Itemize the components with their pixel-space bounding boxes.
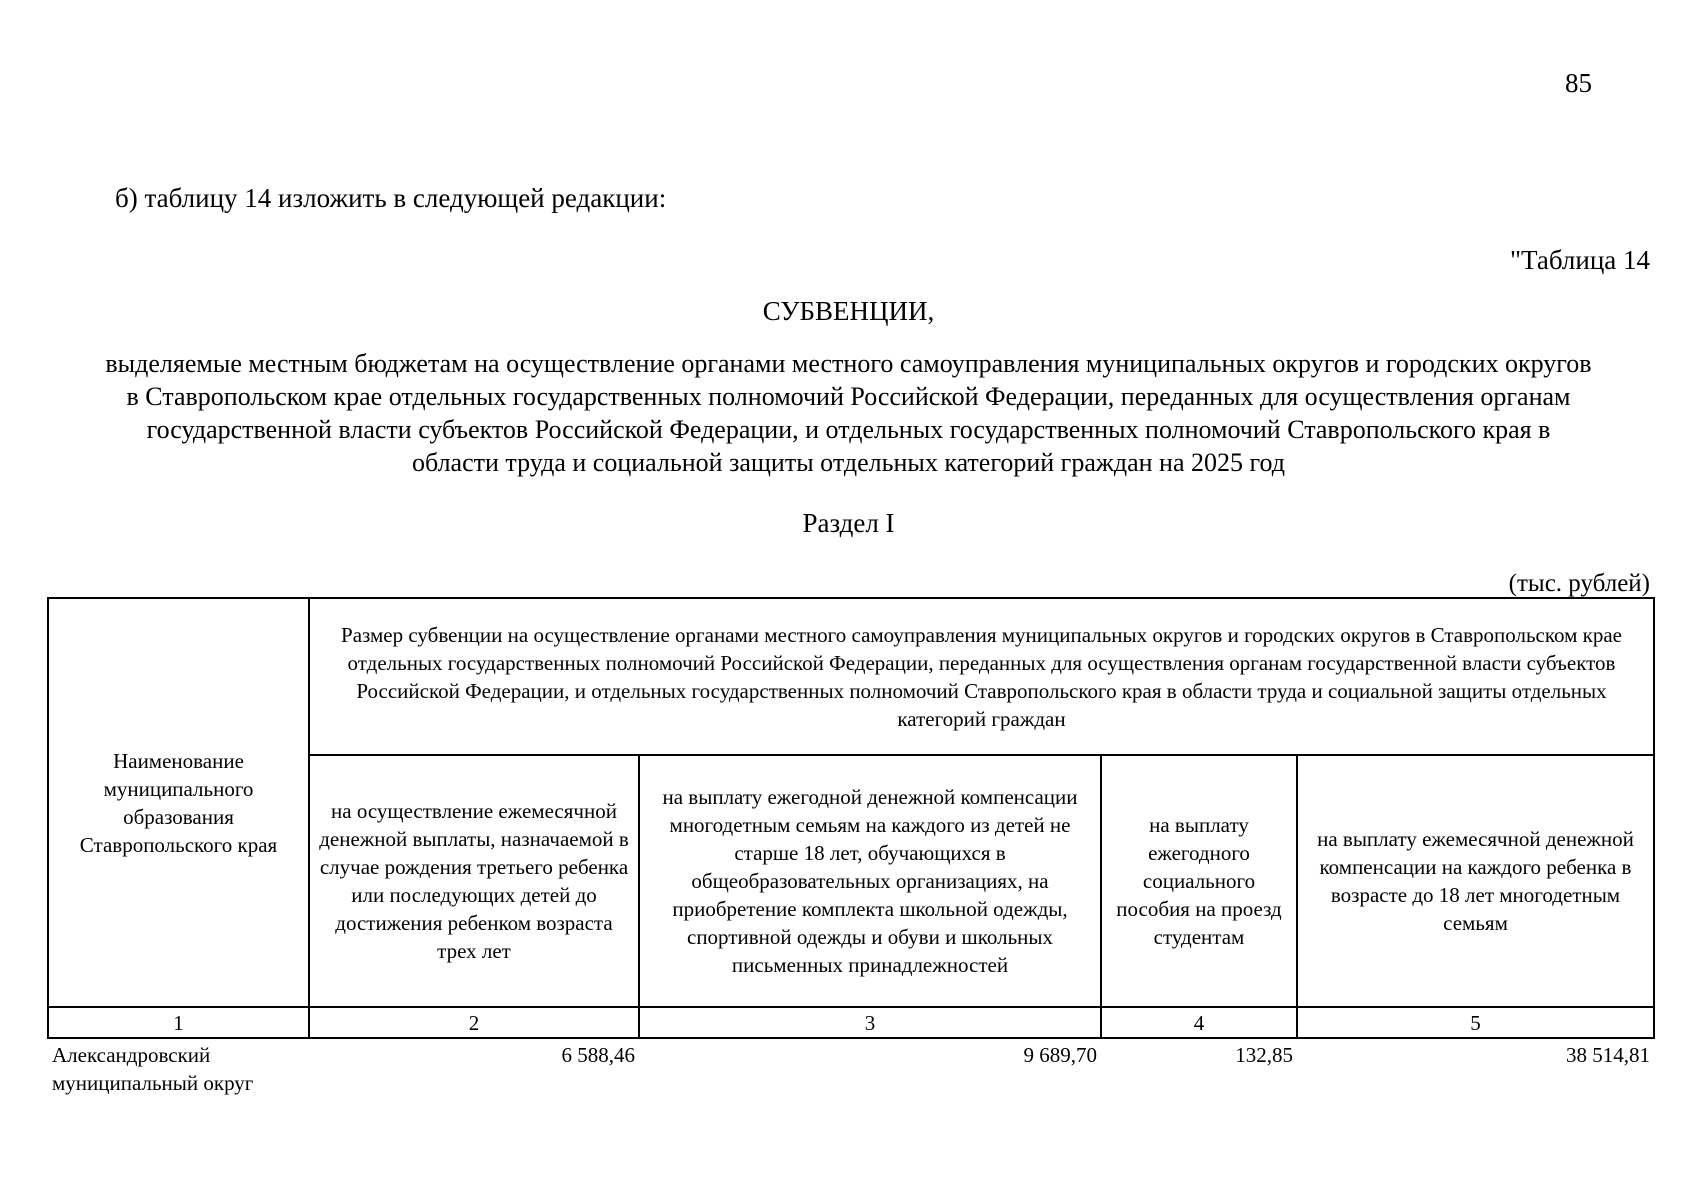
- header-student-travel-allowance: на выплату ежегодного социального пособия на проезд студентам: [1101, 755, 1297, 1007]
- table-row: [48, 1038, 1654, 1097]
- table-cell: 38 514,81: [1566, 1043, 1650, 1067]
- subtitle-line: выделяемые местным бюджетам на осуществление органами местного самоуправления муниципальных округов и городских округов: [105, 349, 1592, 378]
- column-number: 2: [309, 1007, 639, 1038]
- header-monthly-compensation-large-families: на выплату ежемесячной денежной компенсации на каждого ребенка в возрасте до 18 лет многодетным семьям: [1297, 755, 1654, 1007]
- page-number: 85: [1565, 68, 1592, 98]
- document-title: СУБВЕНЦИИ,: [762, 296, 935, 326]
- column-number: 3: [639, 1007, 1101, 1038]
- table-cell: 6 588,46: [561, 1043, 635, 1067]
- header-monthly-payment-third-child: на осуществление ежемесячной денежной выплаты, назначаемой в случае рождения третьего ребенка или последующих детей до достижения ребенком возраста трех лет: [309, 755, 639, 1007]
- header-subvention-size: Размер субвенции на осуществление органами местного самоуправления муниципальных округов и городских округов в Ставропольском крае отдельных государственных полномочий Российской Федерации, переданных для осуществления органам государственной власти субъектов Российской Федерации, и отдельных государственных полномочий Ставропольского края в области труда и социальной защиты отдельных категорий граждан: [309, 598, 1654, 755]
- municipality-name: Александровский муниципальный округ: [52, 1043, 254, 1095]
- header-school-uniform-compensation: на выплату ежегодной денежной компенсации многодетным семьям на каждого из детей не старше 18 лет, обучающихся в общеобразовательных организациях, на приобретение комплекта школьной одежды, спортивной одежды и обуви и школьных письменных принадлежностей: [639, 755, 1101, 1007]
- column-number: 4: [1101, 1007, 1297, 1038]
- subtitle-line: в Ставропольском крае отдельных государственных полномочий Российской Федерации, переданных для осуществления органам: [126, 382, 1571, 411]
- subtitle-line: области труда и социальной защиты отдельных категорий граждан на 2025 год: [412, 448, 1285, 477]
- document-subtitle: [40, 347, 1657, 479]
- units-label: (тыс. рублей): [1508, 570, 1650, 597]
- column-number: 1: [48, 1007, 309, 1038]
- table-cell: 9 689,70: [1023, 1043, 1097, 1067]
- intro-text: б) таблицу 14 изложить в следующей редакции:: [115, 183, 667, 213]
- header-municipality: Наименование муниципального образования Ставропольского края: [48, 598, 309, 1007]
- subventions-table: [47, 597, 1655, 1097]
- section-heading: Раздел I: [802, 508, 895, 538]
- column-number: 5: [1297, 1007, 1654, 1038]
- table-cell: 132,85: [1235, 1043, 1293, 1067]
- subtitle-line: государственной власти субъектов Российской Федерации, и отдельных государственных полномочий Ставропольского края в: [146, 415, 1551, 444]
- table-label: "Таблица 14: [1510, 245, 1650, 275]
